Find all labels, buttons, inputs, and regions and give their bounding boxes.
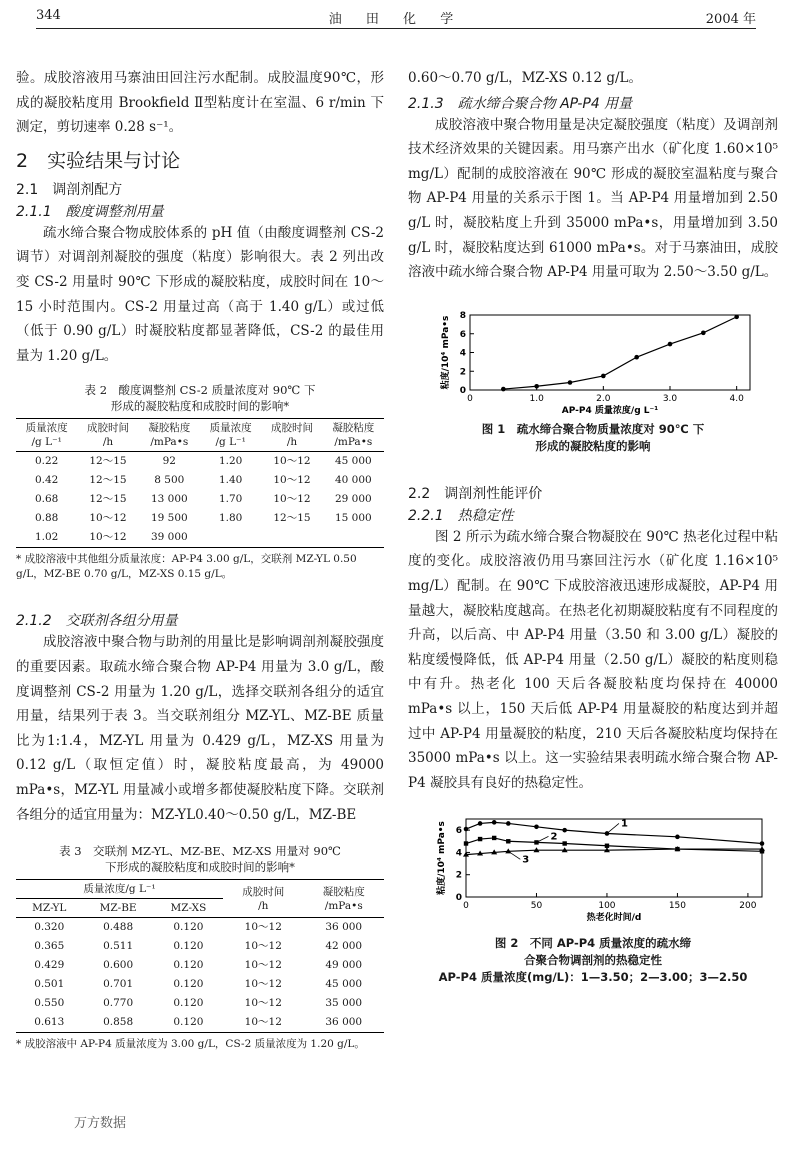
paragraph-2-1-3: 成胶溶液中聚合物用量是决定凝胶强度（粘度）及调剖剂技术经济效果的关键因素。用马寨产出水（矿化度 1.60×10⁵ mg/L）配制的成胶溶液在 90℃ 形成的凝胶室温粘度与聚合物 AP-P4 用量的关系示于图 1。当 AP-P4 用量增加到 2.50 g/L 时，凝胶粘度上升到 35000 mPa•s，用量增加到 3.50 g/L 时，凝胶粘度达到 61000 mPa•s。对于马寨油田，成胶溶液中疏水缔合聚合物 AP-P4 用量可取为 2.50～3.50 g/L。 [408, 116, 778, 281]
table-cell: 0.511 [103, 940, 134, 953]
table-row [16, 975, 384, 994]
table-cell: 10～12 [244, 978, 282, 991]
table-cell: 0.120 [173, 1016, 204, 1029]
table-cell [261, 528, 322, 548]
table-row [16, 994, 384, 1013]
table-cell: 13 000 [150, 493, 188, 506]
paragraph-2-1-1: 疏水缔合聚合物成胶体系的 pH 值（由酸度调整剂 CS-2 调节）对调剖剂凝胶的强度（粘度）影响很大。表 2 列出改变 CS-2 用量时 90℃ 下形成的凝胶粘度，成胶时间在 10～15 小时范围内。CS-2 用量过高（高于 1.40 g/L）或过低（低于 0.90 g/L）时凝胶粘度都显著降低，CS-2 的最佳用量为 1.20 g/L。 [16, 224, 384, 364]
table-cell: 8 500 [154, 474, 185, 487]
data-point [492, 820, 497, 825]
table-cell: 0.701 [103, 978, 134, 991]
x-axis-label: 热老化时间/d [586, 913, 642, 924]
data-point [634, 355, 639, 360]
table-cell: 10～12 [244, 1016, 282, 1029]
table-cell: 45 000 [325, 978, 363, 991]
section-heading-2-1-2: 2.1.2 交联剂各组分用量 [16, 613, 178, 630]
page-header [36, 6, 756, 29]
table-cell: 0.120 [173, 921, 204, 934]
section-heading-2-2: 2.2 调剖剂性能评价 [408, 485, 543, 502]
x-tick-label: 3.0 [662, 393, 678, 404]
table-cell: 0.22 [34, 455, 59, 468]
data-point [506, 839, 510, 843]
table-cell: 19 500 [150, 512, 188, 525]
y-tick-label: 2 [459, 367, 466, 377]
series-label-leader [508, 852, 520, 860]
x-tick-label: 2.0 [596, 393, 611, 404]
figure-1-caption: 图 1 疏水缔合聚合物质量浓度对 90℃ 下 形成的凝胶粘度的影响 [481, 421, 705, 453]
series-label: 1 [620, 818, 628, 830]
table-cell: 0.120 [173, 959, 204, 972]
table-cell: 10～12 [89, 531, 127, 544]
table-cell: 0.600 [103, 959, 134, 972]
x-axis-label: AP-P4 质量浓度/g L⁻¹ [561, 405, 659, 416]
table-row [16, 918, 384, 938]
table-cell: 0.770 [103, 997, 134, 1010]
y-axis-label: 粘度/10⁴ mPa•s [441, 315, 451, 390]
table-cell: 10～12 [273, 493, 311, 506]
x-tick-label: 0 [463, 901, 469, 912]
table-cell: 0.365 [34, 940, 65, 953]
table-cell: 0.550 [34, 997, 65, 1010]
year: 2004 年 [705, 12, 756, 27]
table-header: 凝胶粘度 /mPa•s [323, 419, 384, 452]
table-cell: 10～12 [273, 455, 311, 468]
table3-caption: 表 3 交联剂 MZ-YL、MZ-BE、MZ-XS 用量对 90℃ 下形成的凝胶粘度和成胶时间的影响* [59, 844, 341, 875]
table-cell: 40 000 [334, 474, 372, 487]
figure-2-chart [408, 813, 778, 933]
paragraph-intro: 验。成胶溶液用马寨油田回注污水配制。成胶温度90℃，形成的凝胶粘度用 Brookfield Ⅱ型粘度计在室温、6 r/min 下测定，剪切速率 0.28 s⁻¹。 [16, 70, 384, 136]
table-cell: 36 000 [325, 921, 363, 934]
table-cell: 0.488 [103, 921, 134, 934]
section-heading-2: 2 实验结果与讨论 [16, 149, 181, 172]
table2-note: * 成胶溶液中其他组分质量浓度：AP-P4 3.00 g/L，交联剂 MZ-YL 0.50 g/L，MZ-BE 0.70 g/L，MZ-XS 0.15 g/L。 [16, 553, 357, 581]
table-cell: 35 000 [325, 997, 363, 1010]
y-tick-label: 8 [459, 310, 466, 321]
table-header: MZ-BE [82, 899, 153, 918]
table-cell: 45 000 [334, 455, 372, 468]
table-cell: 0.429 [34, 959, 65, 972]
data-point [501, 387, 506, 392]
data-point [464, 842, 468, 846]
series-label-leader [607, 824, 619, 834]
data-point [534, 825, 539, 830]
table-cell: 10～12 [273, 474, 311, 487]
table-cell: 12～15 [273, 512, 311, 525]
table-cell [323, 528, 384, 548]
data-point [760, 841, 765, 846]
table-cell: 0.501 [34, 978, 65, 991]
y-tick-label: 0 [459, 385, 466, 396]
paragraph-2-1-2: 成胶溶液中聚合物与助剂的用量比是影响调剖剂凝胶强度的重要因素。取疏水缔合聚合物 AP-P4 用量为 3.0 g/L，酸度调整剂 CS-2 用量为 1.20 g/L，选择交联剂各组分的适宜用量，结果列于表 3。当交联剂组分 MZ-YL、MZ-BE 质量比为1:1.4，MZ-YL 用量为 0.429 g/L，MZ-XS 用量为 0.12 g/L（取恒定值）时，凝胶粘度最高，为 49000 mPa•s，MZ-YL 用量减小或增多都使凝胶粘度下降。交联剂各组分的适宜用量为：MZ-YL0.40～0.50 g/L，MZ-BE [16, 634, 384, 823]
table-cell: 10～12 [89, 512, 127, 525]
table-cell: 12～15 [89, 493, 127, 506]
table3-note: * 成胶溶液中 AP-P4 质量浓度为 3.00 g/L，CS-2 质量浓度为 1.20 g/L。 [16, 1038, 365, 1051]
table-cell: 29 000 [334, 493, 372, 506]
table-cell: 0.120 [173, 940, 204, 953]
x-tick-label: 150 [668, 901, 687, 912]
table-header: 质量浓度 /g L⁻¹ [16, 419, 77, 452]
table-cell: 10～12 [244, 959, 282, 972]
data-point [568, 380, 573, 385]
paragraph-continued: 0.60～0.70 g/L，MZ-XS 0.12 g/L。 [408, 70, 643, 86]
table-cell: 0.88 [34, 512, 59, 525]
table-cell: 39 000 [150, 531, 188, 544]
table3-header: 凝胶粘度 /mPa•s [304, 880, 385, 918]
y-tick-label: 4 [455, 848, 462, 859]
table-cell: 10～12 [244, 940, 282, 953]
table3-group-header: 质量浓度/g L⁻¹ [16, 880, 223, 899]
table-row [16, 528, 384, 548]
x-tick-label: 50 [530, 901, 543, 912]
journal-name: 油 田 化 学 [328, 12, 464, 27]
table-cell: 1.40 [218, 474, 243, 487]
table-header: 质量浓度 /g L⁻¹ [200, 419, 261, 452]
data-point [492, 836, 496, 840]
plot-frame [466, 819, 762, 897]
right-column [408, 66, 778, 986]
table-cell: 10～12 [244, 997, 282, 1010]
table-3 [16, 879, 384, 1033]
table-cell: 0.42 [34, 474, 59, 487]
table-cell: 15 000 [334, 512, 372, 525]
y-axis-label: 粘度/10⁴ mPa•s [437, 821, 447, 896]
y-tick-label: 6 [459, 329, 466, 340]
table-cell: 12～15 [89, 455, 127, 468]
paragraph-2-2-1: 图 2 所示为疏水缔合聚合物凝胶在 90℃ 热老化过程中粘度的变化。成胶溶液仍用马寨回注污水（矿化度 1.16×10⁵ mg/L）配制。在 90℃ 下成胶溶液迅速形成凝胶，AP-P4 用量越大，凝胶粘度越高。在热老化初期凝胶粘度有不同程度的升高，以后高、中 AP-P4 用量（3.50 和 3.00 g/L）凝胶的粘度缓慢降低，低 AP-P4 用量（2.50 g/L）凝胶的粘度则稳中有升。热老化 100 天后各凝胶粘度均保持在 40000 mPa•s 以上，150 天后低 AP-P4 用量凝胶的粘度达到并超过中 AP-P4 用量凝胶的粘度，210 天后各凝胶粘度均保持在 35000 mPa•s 以上。这一实验结果表明疏水缔合聚合物 AP-P4 凝胶具有良好的热稳定性。 [408, 528, 778, 791]
x-tick-label: 4.0 [729, 393, 744, 404]
y-tick-label: 0 [455, 893, 462, 904]
table2-caption: 表 2 酸度调整剂 CS-2 质量浓度对 90℃ 下 形成的凝胶粘度和成胶时间的影响* [84, 383, 316, 414]
table3-header: 成胶时间 /h [223, 880, 303, 918]
data-point [734, 314, 739, 319]
data-point [701, 330, 706, 335]
table-2 [16, 418, 384, 548]
data-point [675, 835, 680, 840]
table-row [16, 956, 384, 975]
section-heading-2-2-1: 2.2.1 热稳定性 [408, 507, 514, 524]
x-tick-label: 100 [598, 901, 616, 912]
table-header: MZ-YL [16, 899, 82, 918]
data-point [534, 840, 538, 844]
x-tick-label: 1.0 [529, 393, 544, 404]
table-cell: 0.68 [34, 493, 59, 506]
section-heading-2-1-3: 2.1.3 疏水缔合聚合物 AP-P4 用量 [408, 95, 633, 112]
x-tick-label: 200 [739, 901, 757, 912]
data-point [506, 821, 511, 826]
table-cell: 0.120 [173, 978, 204, 991]
data-point [668, 342, 673, 347]
table-row [16, 937, 384, 956]
table-row [16, 452, 384, 472]
table-cell [200, 528, 261, 548]
data-point [534, 384, 539, 389]
table-row [16, 1013, 384, 1033]
table-cell: 1.02 [34, 531, 59, 544]
series-line [503, 317, 736, 389]
data-point [464, 827, 469, 832]
section-heading-2-1-1: 2.1.1 酸度调整剂用量 [16, 203, 164, 220]
table-cell: 10～12 [244, 921, 282, 934]
series-label: 3 [522, 854, 530, 866]
y-tick-label: 6 [455, 826, 462, 837]
data-point [478, 837, 482, 841]
table-header: MZ-XS [154, 899, 223, 918]
table-row [16, 509, 384, 528]
table-header: 凝胶粘度 /mPa•s [139, 419, 200, 452]
table-cell: 0.858 [103, 1016, 134, 1029]
table-cell: 1.80 [218, 512, 243, 525]
section-heading-2-1: 2.1 调剖剂配方 [16, 181, 123, 198]
series-label: 2 [550, 831, 558, 843]
table-cell: 42 000 [325, 940, 363, 953]
table-cell: 49 000 [325, 959, 363, 972]
y-tick-label: 4 [459, 348, 466, 359]
table-header: 成胶时间 /h [77, 419, 138, 452]
left-column [16, 66, 384, 1052]
table-header: 成胶时间 /h [261, 419, 322, 452]
figure-2-caption: 图 2 不同 AP-P4 质量浓度的疏水缔 合聚合物调剖剂的热稳定性 AP-P4 质量浓度(mg/L)：1—3.50；2—3.00；3—2.50 [438, 936, 748, 985]
data-point [562, 828, 567, 833]
figure-1-chart [408, 307, 778, 417]
table-row [16, 471, 384, 490]
table-cell: 0.613 [34, 1016, 65, 1029]
table-cell: 0.120 [173, 997, 204, 1010]
plot-frame [470, 315, 750, 390]
series-label-leader [536, 837, 548, 843]
table-cell: 92 [162, 455, 176, 468]
table-cell: 0.320 [34, 921, 65, 934]
data-point [478, 821, 483, 826]
table-row [16, 490, 384, 509]
page-number: 344 [36, 8, 61, 23]
y-tick-label: 2 [455, 870, 462, 881]
data-point [562, 842, 566, 846]
table-cell: 36 000 [325, 1016, 363, 1029]
x-tick-label: 0 [467, 393, 473, 404]
table-cell: 1.20 [218, 455, 243, 468]
data-point [601, 373, 606, 378]
table-cell: 1.70 [218, 493, 243, 506]
watermark: 万方数据 [74, 1116, 127, 1131]
table-cell: 12～15 [89, 474, 127, 487]
